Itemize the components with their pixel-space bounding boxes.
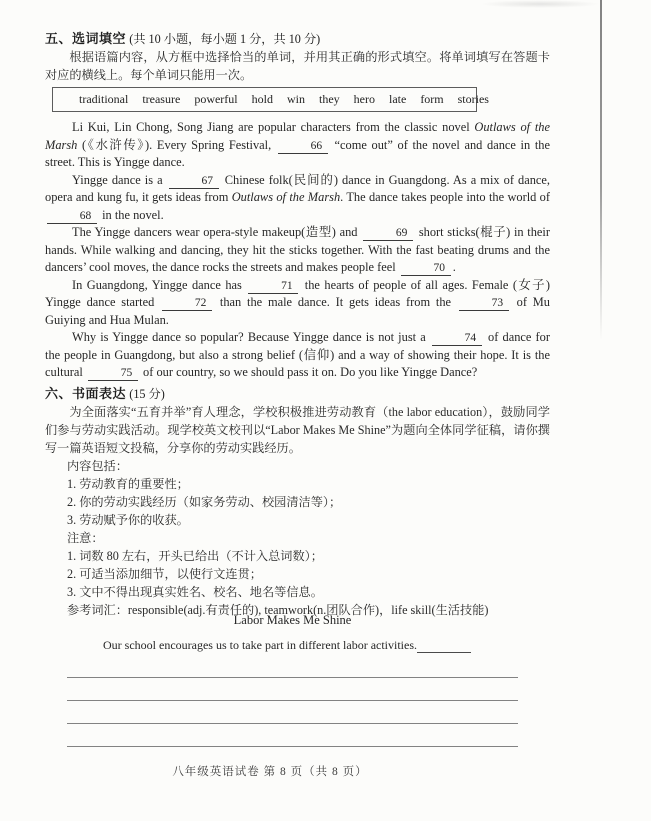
cloze-blank-74: 74 (432, 332, 482, 346)
cloze-blank-70: 70 (401, 262, 451, 276)
word-bank-item: hold (251, 92, 273, 106)
writing-line (67, 701, 518, 724)
notes-item: 1. 词数 80 左右，开头已给出（不计入总词数）； (67, 548, 323, 563)
word-bank-item: they (318, 92, 340, 106)
word-bank-item: form (420, 92, 444, 106)
notes-item: 2. 可适当添加细节，以使行文连贯； (67, 566, 262, 581)
cloze-blank-67: 67 (169, 175, 219, 189)
scan-edge-line (600, 0, 602, 340)
word-bank-item: stories (457, 92, 489, 106)
cloze-blank-68: 68 (47, 210, 97, 224)
word-bank-item: hero (353, 92, 375, 106)
book-title-italic: Outlaws of the Marsh (45, 120, 550, 152)
section6-heading (45, 385, 550, 403)
notes-label: 注意： (67, 530, 104, 545)
word-bank-item: win (286, 92, 305, 106)
cloze-blank-72: 72 (162, 297, 212, 311)
main-content (45, 30, 550, 619)
writing-lines (67, 655, 518, 747)
content-item: 3. 劳动赋予你的收获。 (67, 512, 189, 527)
scan-smudge (480, 0, 600, 8)
content-item: 2. 你的劳动实践经历（如家务劳动、校园清洁等）； (67, 494, 342, 509)
passage-paragraph-4: In Guangdong, Yingge dance has 71 the hearts of people of all ages. Female (女子) Yingge dance started 72 than the male dance. It gets ideas from the 73 of Mu Guiying and Hua Mulan. (45, 277, 550, 327)
passage-paragraph-1: Li Kui, Lin Chong, Song Jiang are popular characters from the classic novel Outlaws of the Marsh (《水浒传》). Every Spring Festival, 66 “come out” of the novel and dance in the street. This is Yingge dance. (45, 120, 550, 169)
book-title-italic: Outlaws of the Marsh (231, 190, 341, 204)
word-bank-box (52, 87, 489, 112)
notes-item: 3. 文中不得出现真实姓名、校名、地名等信息。 (67, 584, 323, 599)
content-label: 内容包括： (67, 458, 128, 473)
section5-heading (45, 30, 550, 48)
writing-line (67, 678, 518, 701)
passage-paragraph-2: Yingge dance is a 67 Chinese folk(民间的) dance in Guangdong. As a mix of dance, opera and kung fu, it gets ideas from Outlaws of the Marsh. The dance takes people into the world of 68 in the novel. (45, 172, 551, 222)
cloze-blank-71: 71 (248, 280, 298, 294)
cloze-blank-75: 75 (88, 367, 138, 381)
passage-paragraph-5: Why is Yingge dance so popular? Because Yingge dance is not just a 74 of dance for the people in Guangdong, but also a strong belief (信仰) and a way of showing their hope. It is the cultural 75 of our country, so we should pass it on. Do you like Yingge Dance? (45, 330, 550, 379)
word-bank-item: powerful (194, 92, 238, 106)
passage-paragraph-3: The Yingge dancers wear opera-style makeup(造型) and 69 short sticks(棍子) in their hands. While walking and dancing, they hit the sticks together. With the fast beating drums and the dancers’ cool moves, the dance rocks the streets and makes people feel 70 . (45, 225, 550, 274)
essay-area (45, 612, 550, 747)
section6-heading-note: (15 分) (129, 386, 165, 401)
section5-heading-note: (共 10 小题，每小题 1 分，共 10 分) (129, 32, 321, 46)
section6-intro: 为全面落实“五育并举”育人理念，学校积极推进劳动教育（the labor education），鼓励同学们参与劳动实践活动。现学校英文校刊以“Labor Makes Me Shine”为题向全体同学征稿，请你撰写一篇英语短文投稿，分享你的劳动实践经历。 (45, 404, 550, 455)
section5-heading-title: 五、选词填空 (45, 31, 127, 46)
content-item: 1. 劳动教育的重要性； (67, 476, 189, 491)
cloze-blank-73: 73 (459, 297, 509, 311)
section6-heading-title: 六、书面表达 (45, 385, 127, 401)
page-footer: 八年级英语试卷 第 8 页（共 8 页） (172, 766, 368, 778)
essay-title: Labor Makes Me Shine (233, 613, 352, 627)
essay-starter-blank-line (417, 638, 471, 653)
word-bank-item: treasure (142, 92, 181, 106)
word-bank-item: traditional (79, 92, 129, 106)
section5-instructions: 根据语篇内容，从方框中选择恰当的单词，并用其正确的形式填空。将单词填写在答题卡对应的横线上。每个单词只能用一次。 (45, 50, 550, 82)
cloze-passage (45, 119, 550, 382)
essay-starter-row (45, 637, 471, 653)
cloze-blank-66: 66 (278, 140, 328, 154)
essay-starter-text: Our school encourages us to take part in different labor activities. (103, 638, 418, 652)
reference-words: 参考词汇：responsible(adj.有责任的), teamwork(n.团队合作)，life skill(生活技能) (67, 602, 489, 617)
writing-line (67, 724, 518, 747)
word-bank-item: late (388, 92, 407, 106)
cloze-blank-69: 69 (363, 227, 413, 241)
writing-line (67, 655, 518, 678)
